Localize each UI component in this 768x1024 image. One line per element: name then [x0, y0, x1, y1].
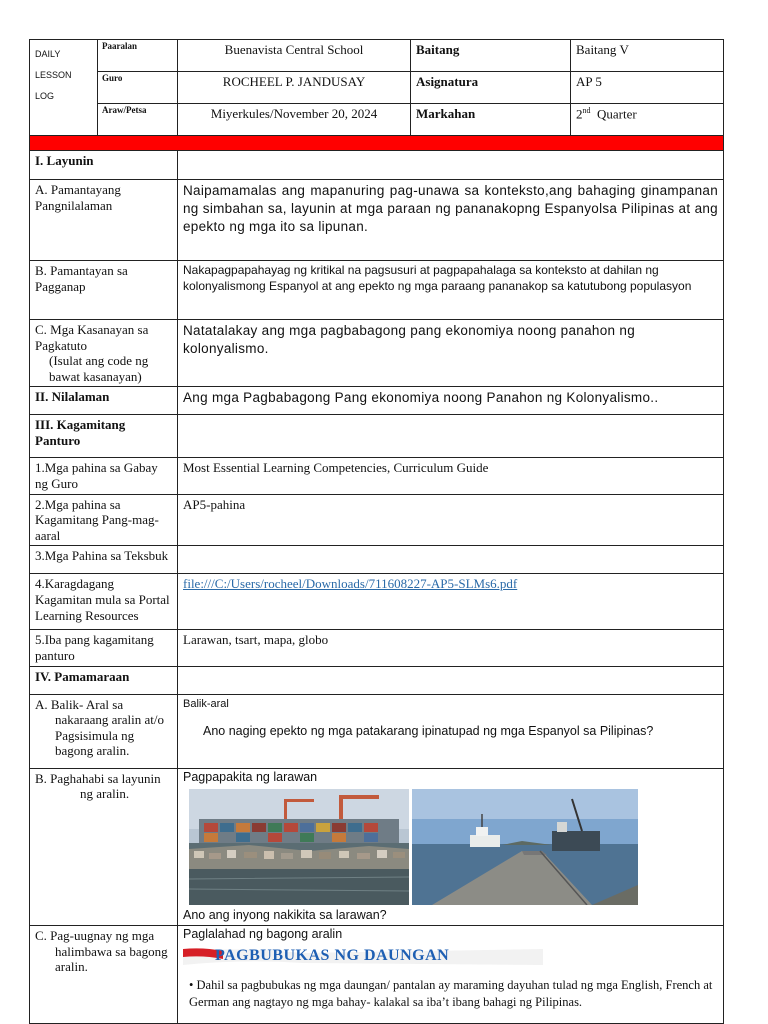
paaralan-label: Paaralan: [98, 40, 178, 72]
port-container-image: [189, 789, 409, 905]
petsa-label: Araw/Petsa: [98, 104, 178, 136]
row-pang-mag-aaral: [30, 494, 724, 546]
pag-uugnay-content: [178, 926, 724, 1024]
row-gabay-guro: [30, 458, 724, 494]
nilalaman-label: II. Nilalaman: [30, 387, 178, 415]
row-balik-aral: [30, 694, 724, 768]
port-container-photo: [189, 789, 409, 905]
balik-question: Ano naging epekto ng mga patakarang ipinatupad ng mga Espanyol sa Pilipinas?: [203, 723, 654, 738]
header-row-teacher: [30, 72, 724, 104]
row-portal: [30, 574, 724, 630]
red-divider-bar: [30, 136, 724, 151]
guro-label: Guro: [98, 72, 178, 104]
row-paghahabi: [30, 768, 724, 926]
portal-link[interactable]: file:///C:/Users/rocheel/Downloads/711608227-AP5-SLMs6.pdf: [183, 576, 518, 592]
row-pamantayang-pangnilalaman: [30, 180, 724, 261]
row-pamantayan-pagganap: [30, 261, 724, 320]
baitang-label: Baitang: [411, 40, 571, 72]
kasanayan-label: C. Mga Kasanayan sa Pagkatuto: [35, 322, 149, 353]
row-kagamitan: [30, 415, 724, 458]
kasanayan-value: Natatalakay ang mga pagbabagong pang ekonomiya noong panahon ng kolonyalismo.: [178, 320, 724, 387]
paghahabi-head: Pagpapakita ng larawan: [183, 769, 318, 784]
lesson-log-table: [29, 39, 724, 1024]
kagamitan-label: III. Kagamitang Panturo: [30, 415, 178, 458]
paaralan-value: Buenavista Central School: [178, 40, 411, 72]
paghahabi-question: Ano ang inyong nakikita sa larawan?: [183, 907, 387, 922]
header-row-school: [30, 40, 724, 72]
balik-content: [178, 694, 724, 768]
paghahabi-label-cell: B. Paghahabi sa layunin ng aralin.: [30, 768, 178, 926]
petsa-value: Miyerkules/November 20, 2024: [178, 104, 411, 136]
pier-photo: [412, 789, 638, 905]
portal-cell: [178, 574, 724, 630]
row-nilalaman: [30, 387, 724, 415]
row-layunin: [30, 151, 724, 180]
pier-image: [412, 789, 638, 905]
lesson-bullet: • Dahil sa pagbubukas ng mga daungan/ pantalan ay maraming dayuhan tulad ng mga English, French at German ang nagtayo ng mga bahay- kalakal sa iba’t ibang bahagi ng Pilipinas.: [189, 978, 713, 1009]
row-teksbuk: [30, 546, 724, 574]
pamantayang-value: Naipamamalas ang mapanuring pag-unawa sa konteksto,ang bahaging ginampanan ng simbahan sa, layunin at mga paraan ng pananakopng Espanyolsa Pilipinas at ang epekto ng mga ito sa lipunan.: [178, 180, 724, 261]
pangmag-value: AP5-pahina: [178, 494, 724, 546]
iba-label: 5.Iba pang kagamitang panturo: [30, 630, 178, 666]
baitang-value: Baitang V: [571, 40, 724, 72]
asignatura-value: AP 5: [571, 72, 724, 104]
port-photos: [189, 789, 718, 905]
nilalaman-value: Ang mga Pagbabagong Pang ekonomiya noong Panahon ng Kolonyalismo..: [178, 387, 724, 415]
lesson-banner: [183, 945, 543, 969]
kasanayan-cell: [30, 320, 178, 387]
row-kasanayan: [30, 320, 724, 387]
pamantayang-label: A. Pamantayang Pangnilalaman: [30, 180, 178, 261]
pag-uugnay-head: Paglalahad ng bagong aralin: [183, 927, 343, 942]
row-iba-pang-kagamitan: [30, 630, 724, 666]
iba-value: Larawan, tsart, mapa, globo: [178, 630, 724, 666]
paghahabi-content: [178, 768, 724, 926]
markahan-label: Markahan: [411, 104, 571, 136]
layunin-label: I. Layunin: [30, 151, 178, 180]
gabay-label: 1.Mga pahina sa Gabay ng Guro: [30, 458, 178, 494]
pag-uugnay-label-cell: C. Pag-uugnay ng mga halimbawa sa bagong aralin.: [30, 926, 178, 1024]
pagganap-value: Nakapagpapahayag ng kritikal na pagsusuri at pagpapahalaga sa konteksto at dahilan ng kolonyalismong Espanyol at ang epekto ng mga paraang pananakop sa katutubong populasyon: [178, 261, 724, 320]
balik-label-cell: A. Balik- Aral sa nakaraang aralin at/o Pagsisimula ng bagong aralin.: [30, 694, 178, 768]
daily-lesson-log: [29, 39, 723, 1024]
teksbuk-label: 3.Mga Pahina sa Teksbuk: [30, 546, 178, 574]
row-pamamaraan: [30, 666, 724, 694]
header-row-date: [30, 104, 724, 136]
dll-title: DAILY LESSON LOG: [30, 40, 98, 136]
asignatura-label: Asignatura: [411, 72, 571, 104]
pamamaraan-label: IV. Pamamaraan: [30, 666, 178, 694]
guro-value: ROCHEEL P. JANDUSAY: [178, 72, 411, 104]
banner-title: PAGBUBUKAS NG DAUNGAN: [215, 947, 450, 965]
balik-head: Balik-aral: [183, 697, 229, 710]
row-pag-uugnay: [30, 926, 724, 1024]
gabay-value: Most Essential Learning Competencies, Curriculum Guide: [178, 458, 724, 494]
pangmag-label: 2.Mga pahina sa Kagamitang Pang-mag-aaral: [30, 494, 178, 546]
markahan-value: 2nd Quarter: [571, 104, 724, 136]
bullet-dot-icon: •: [189, 978, 194, 993]
kasanayan-note: (Isulat ang code ng bawat kasanayan): [49, 353, 149, 384]
portal-label: 4.Karagdagang Kagamitan mula sa Portal Learning Resources: [30, 574, 178, 630]
pagganap-label: B. Pamantayan sa Pagganap: [30, 261, 178, 320]
